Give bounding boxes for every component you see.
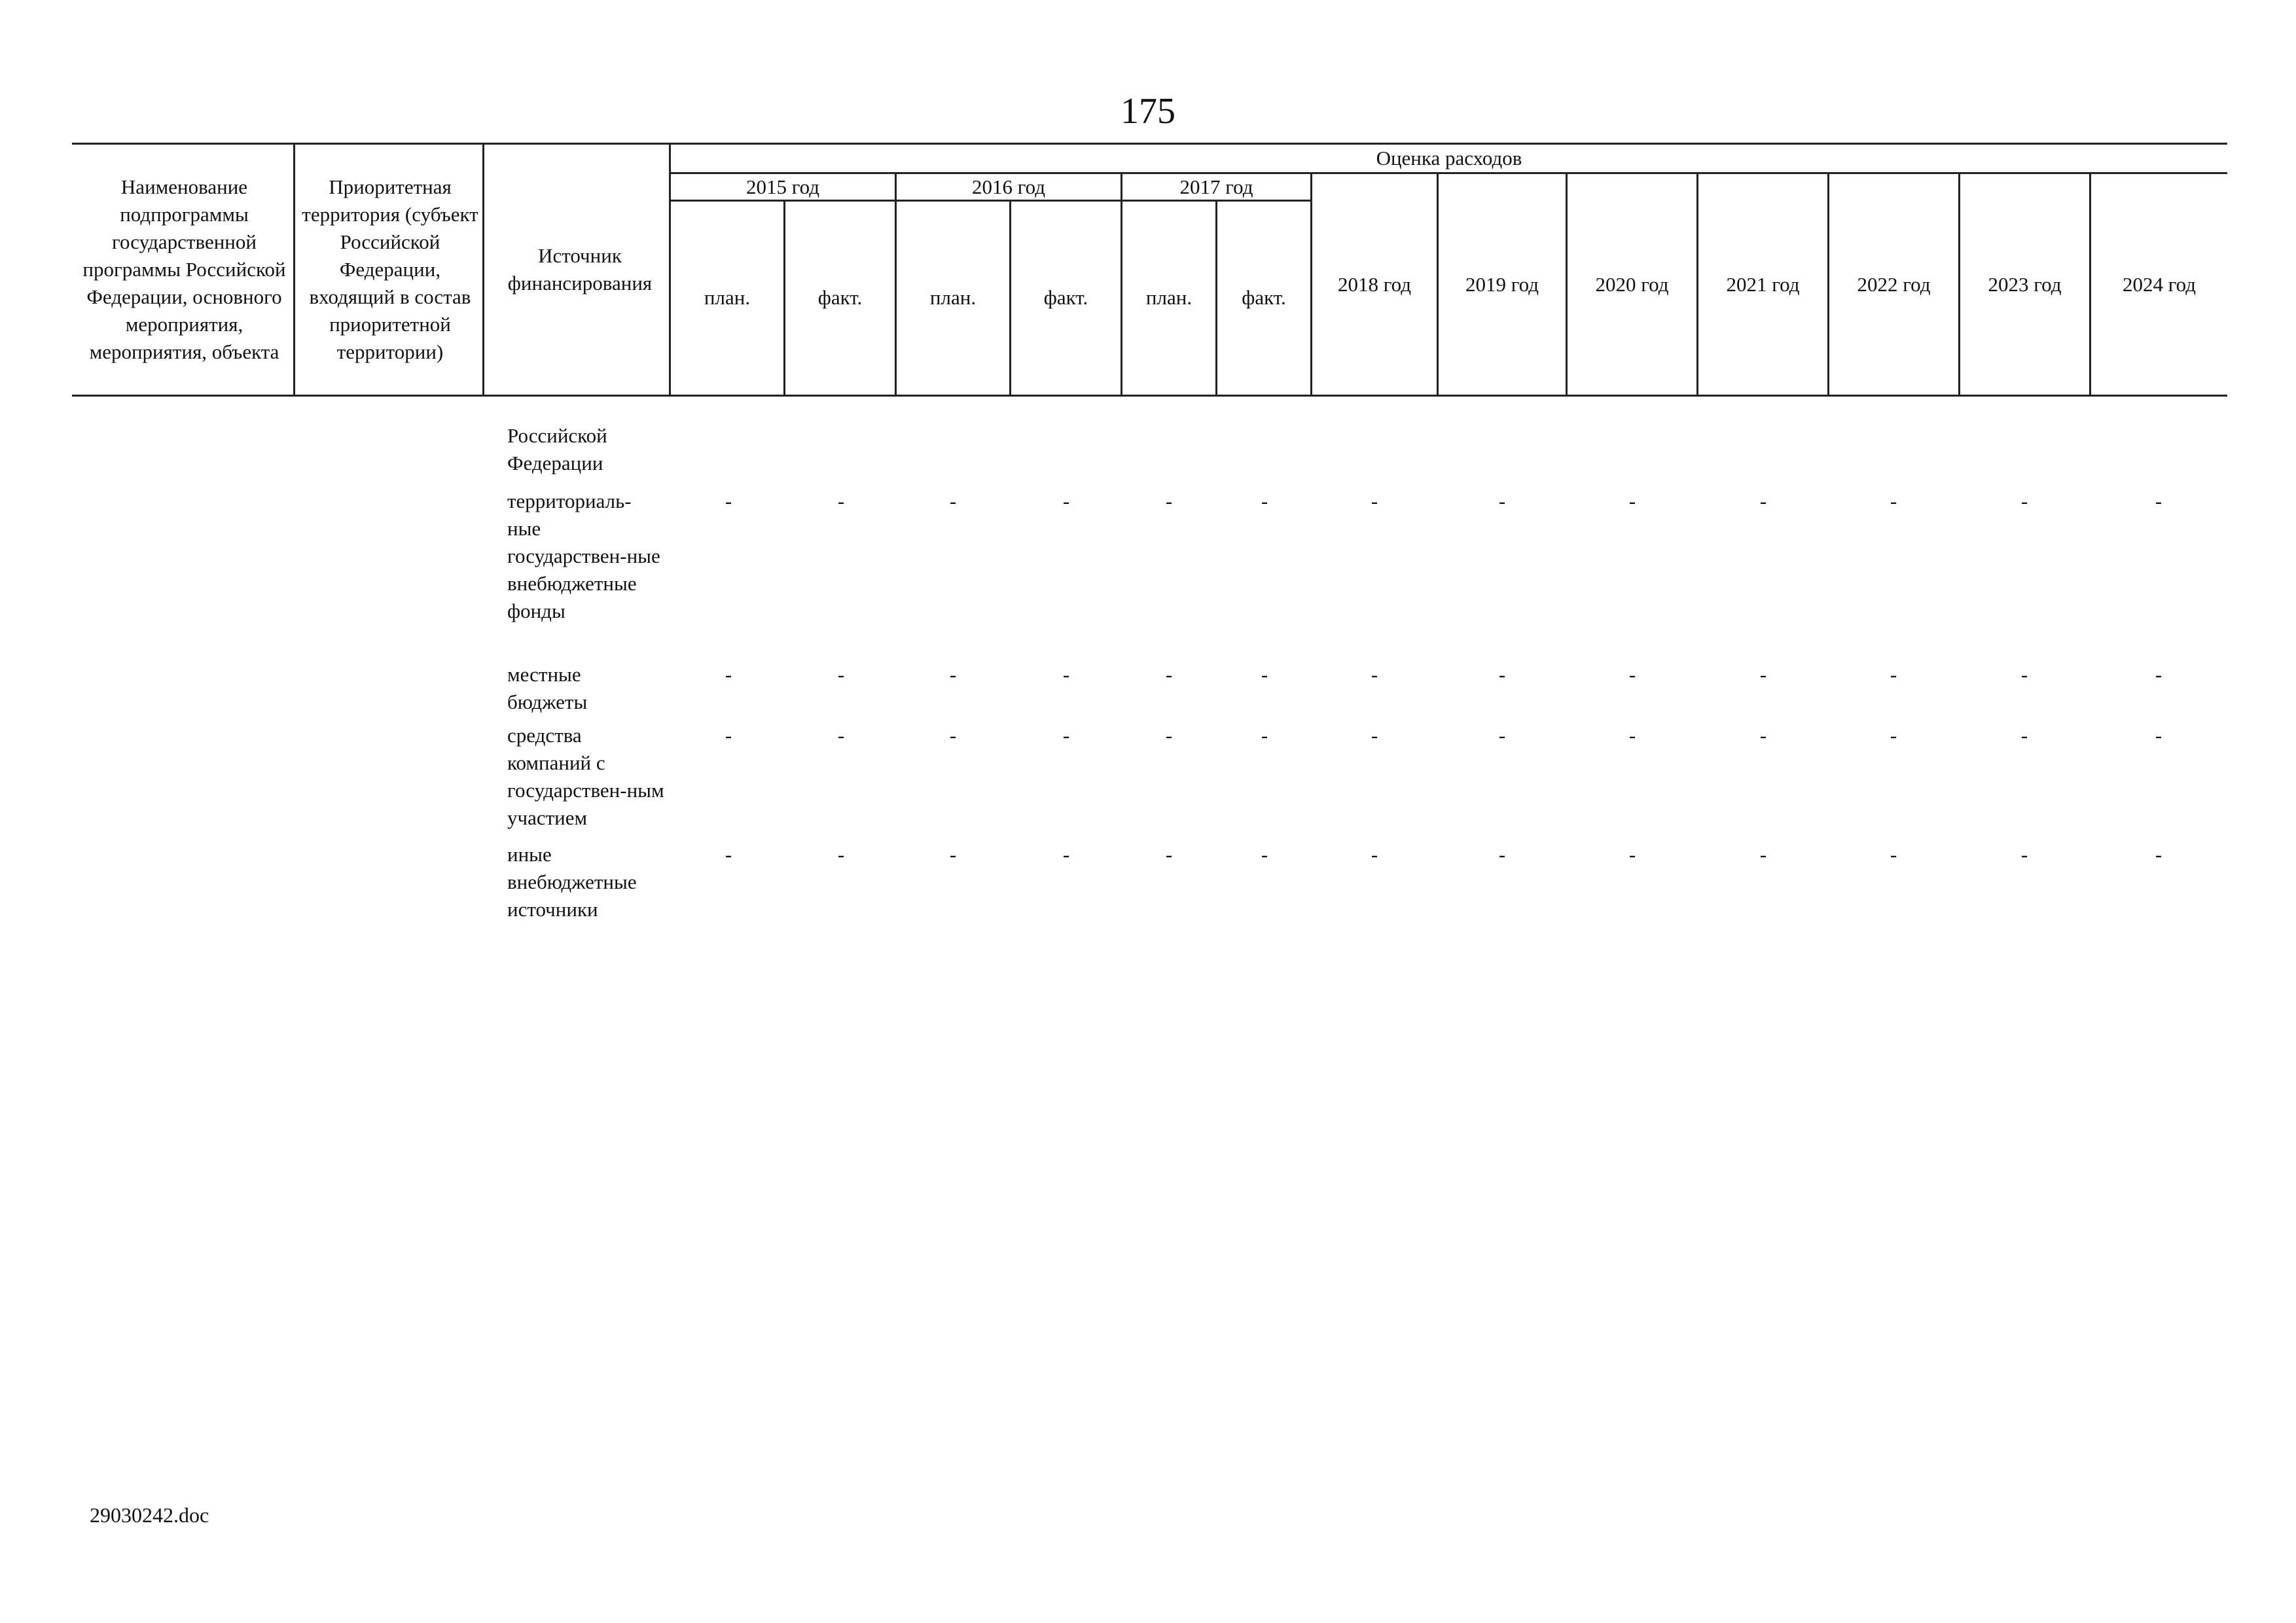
header-year-2020: 2020 год: [1595, 273, 1669, 296]
row-value-cell: -: [1261, 663, 1268, 686]
row-value-cell: -: [1628, 490, 1636, 512]
row-value-cell: -: [949, 724, 957, 747]
header-plan-2015: план.: [704, 286, 751, 309]
header-year-2024: 2024 год: [2122, 273, 2197, 296]
row-source-label: территориаль-ные государствен-ные внебюджетные фонды: [507, 490, 660, 622]
row-value-cell: -: [1261, 843, 1268, 866]
row-source-label: Российской Федерации: [507, 424, 607, 474]
row-value-cell: -: [1261, 724, 1268, 747]
row-value-cell: -: [1759, 490, 1767, 512]
row-value-cell: -: [949, 490, 957, 512]
row-value-cell: -: [1165, 663, 1173, 686]
row-value-cell: -: [725, 490, 732, 512]
row-value-cell: -: [2020, 843, 2028, 866]
row-value-cell: -: [725, 663, 732, 686]
header-fact-2017: факт.: [1242, 286, 1286, 309]
document-filename: 29030242.doc: [90, 1503, 209, 1527]
page-number: 175: [1121, 91, 1175, 132]
row-value-cell: -: [2155, 843, 2162, 866]
header-plan-2017: план.: [1145, 286, 1193, 309]
row-value-cell: -: [1165, 843, 1173, 866]
row-value-cell: -: [1165, 490, 1173, 512]
row-value-cell: -: [1062, 724, 1070, 747]
header-source-column: Источник финансирования: [507, 244, 653, 294]
header-year-2017: 2017 год: [1179, 175, 1253, 198]
header-year-2015: 2015 год: [745, 175, 820, 198]
row-value-cell: -: [1759, 663, 1767, 686]
header-territory-column: Приоритетная территория (субъект Российской Федерации, входящий в состав приоритетной территории): [302, 175, 478, 363]
row-source-label: средства компаний с государствен-ным участием: [507, 724, 664, 829]
row-value-cell: -: [1498, 724, 1506, 747]
row-value-cell: -: [1628, 724, 1636, 747]
header-year-2018: 2018 год: [1337, 273, 1412, 296]
header-year-2023: 2023 год: [1988, 273, 2062, 296]
row-source-label: иные внебюджетные источники: [507, 843, 637, 921]
row-value-cell: -: [1759, 843, 1767, 866]
row-value-cell: -: [1890, 663, 1897, 686]
row-value-cell: -: [725, 724, 732, 747]
row-value-cell: -: [837, 490, 845, 512]
column-divider: [482, 143, 484, 395]
row-value-cell: -: [1062, 663, 1070, 686]
row-value-cell: -: [1498, 843, 1506, 866]
row-value-cell: -: [949, 843, 957, 866]
row-value-cell: -: [837, 843, 845, 866]
row-value-cell: -: [1498, 663, 1506, 686]
row-value-cell: -: [837, 724, 845, 747]
row-value-cell: -: [1759, 724, 1767, 747]
row-value-cell: -: [2155, 724, 2162, 747]
row-value-cell: -: [2155, 490, 2162, 512]
row-source-label: местные бюджеты: [507, 663, 588, 713]
row-value-cell: -: [1062, 490, 1070, 512]
row-value-cell: -: [1371, 490, 1378, 512]
row-value-cell: -: [1890, 490, 1897, 512]
row-value-cell: -: [837, 663, 845, 686]
column-divider: [293, 143, 295, 395]
header-year-2021: 2021 год: [1726, 273, 1800, 296]
row-value-cell: -: [1498, 490, 1506, 512]
row-value-cell: -: [1371, 663, 1378, 686]
header-year-2016: 2016 год: [971, 175, 1046, 198]
header-fact-2015: факт.: [817, 286, 863, 309]
row-value-cell: -: [1371, 724, 1378, 747]
row-value-cell: -: [2020, 663, 2028, 686]
row-value-cell: -: [1890, 843, 1897, 866]
row-value-cell: -: [1890, 724, 1897, 747]
header-year-2019: 2019 год: [1465, 273, 1539, 296]
row-value-cell: -: [1261, 490, 1268, 512]
row-value-cell: -: [1062, 843, 1070, 866]
header-bottom-border: [72, 395, 2227, 397]
row-value-cell: -: [949, 663, 957, 686]
header-fact-2016: факт.: [1043, 286, 1088, 309]
row-value-cell: -: [1628, 843, 1636, 866]
header-year-2022: 2022 год: [1857, 273, 1931, 296]
row-value-cell: -: [1165, 724, 1173, 747]
row-value-cell: -: [2155, 663, 2162, 686]
row-value-cell: -: [2020, 490, 2028, 512]
header-name-column: Наименование подпрограммы государственной программы Российской Федерации, основного мероприятия, мероприятия, объекта: [82, 175, 286, 363]
row-value-cell: -: [1371, 843, 1378, 866]
row-value-cell: -: [1628, 663, 1636, 686]
row-value-cell: -: [725, 843, 732, 866]
header-plan-2016: план.: [929, 286, 977, 309]
row-value-cell: -: [2020, 724, 2028, 747]
header-costs-title: Оценка расходов: [1376, 147, 1522, 169]
